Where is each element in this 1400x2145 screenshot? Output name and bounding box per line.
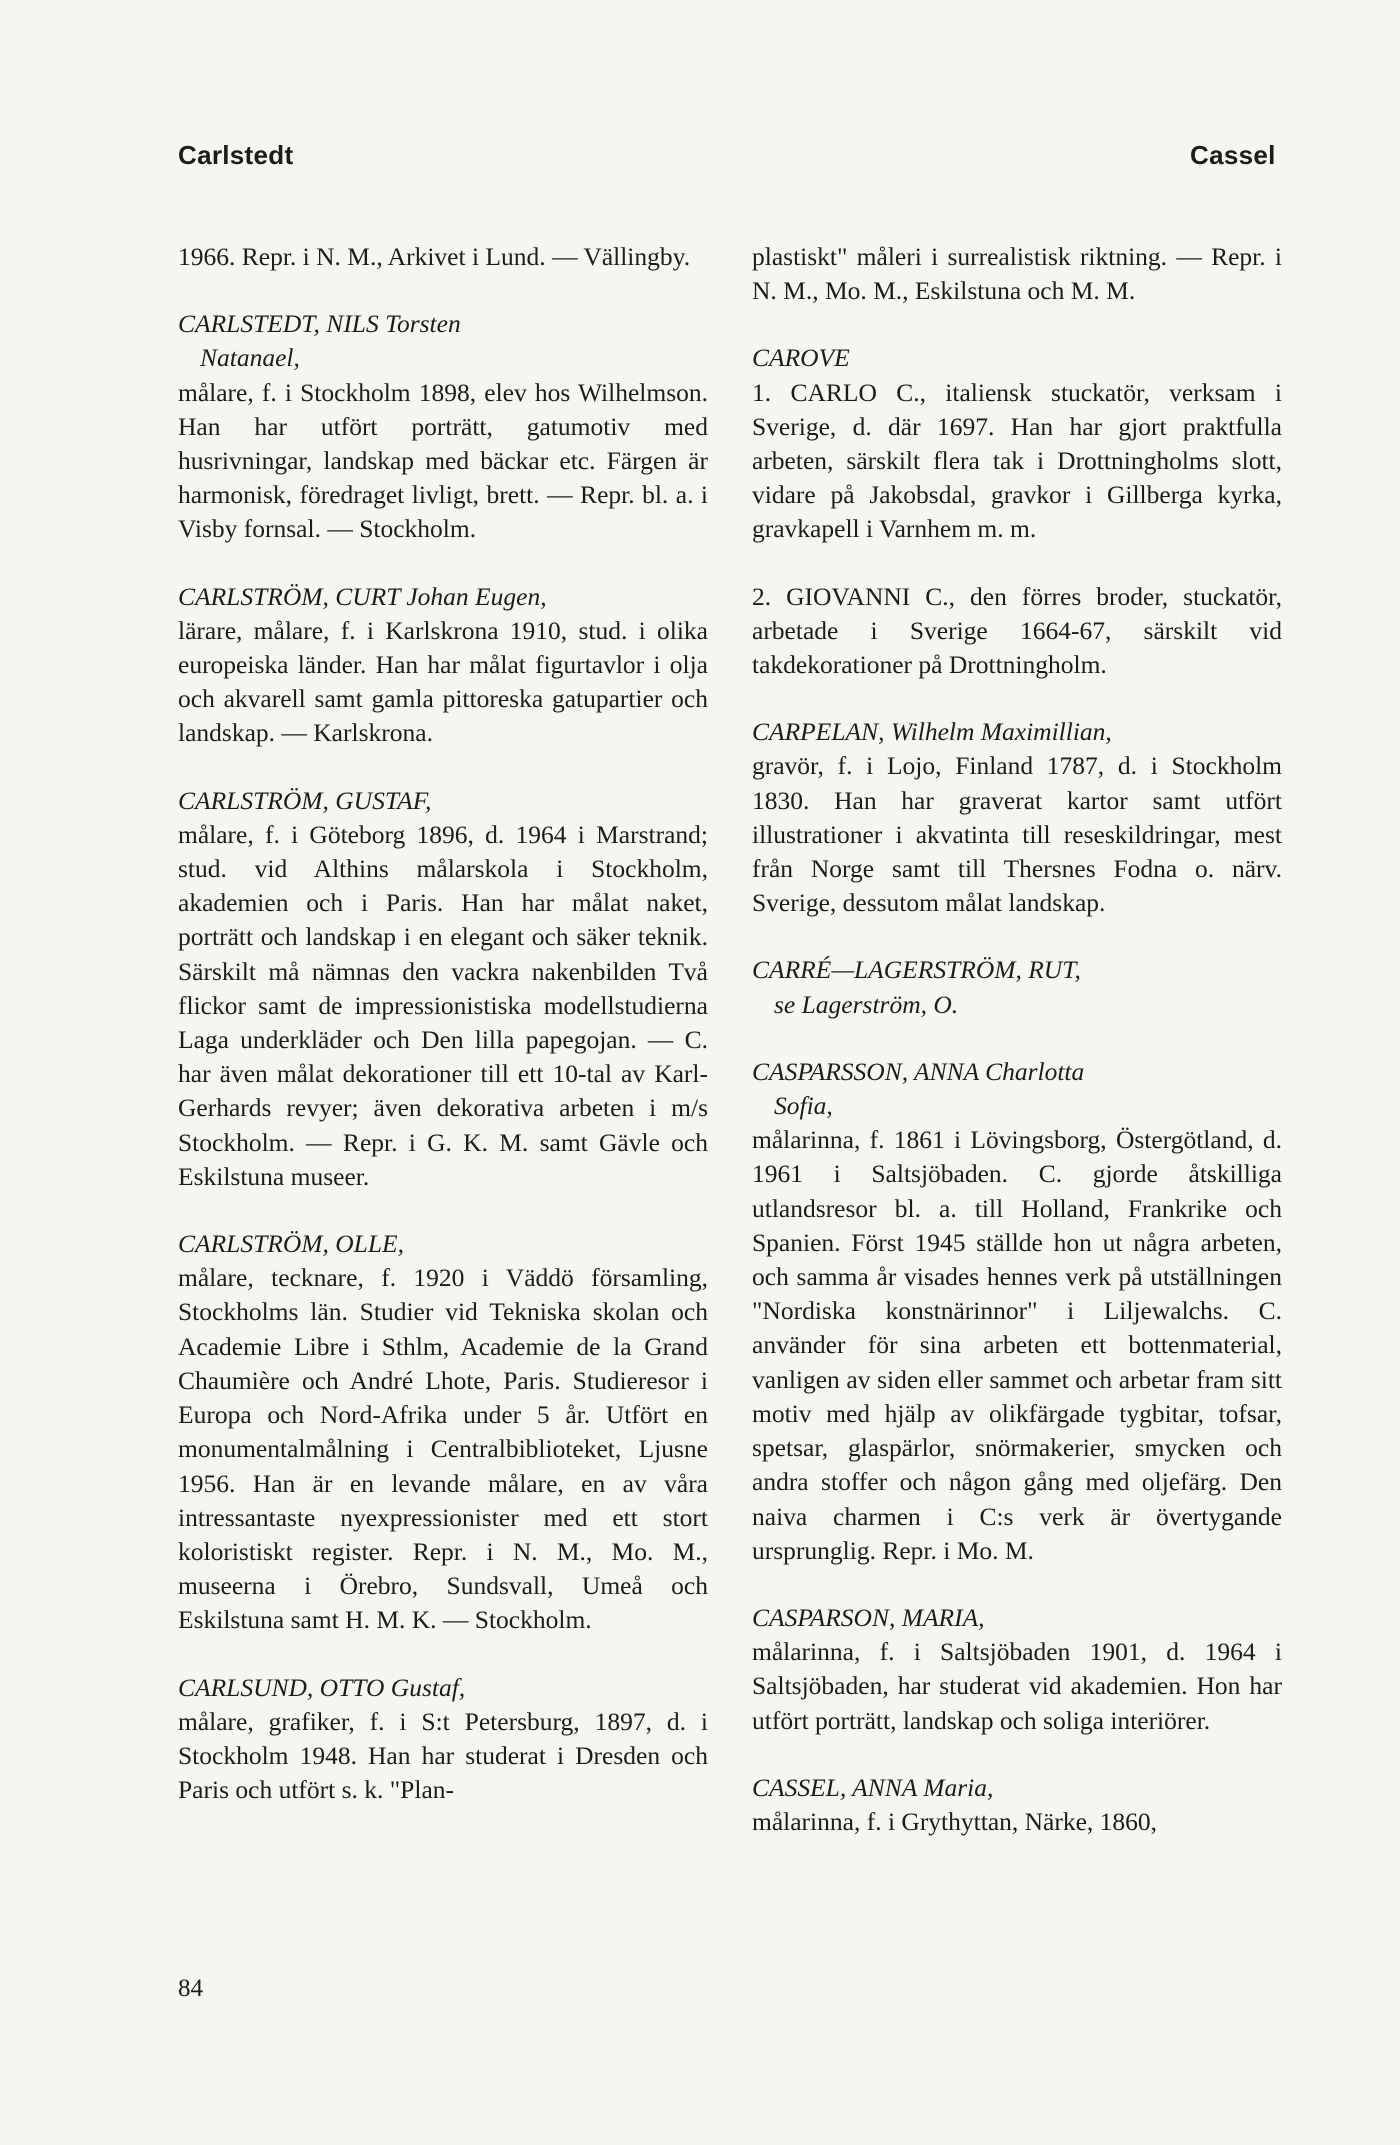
entry-name: CASPARSSON, ANNA Charlotta <box>752 1056 1085 1086</box>
entry <box>752 341 1282 546</box>
entry-text: 2. GIOVANNI C., den förres broder, stuckatör, arbetade i Sverige 1664-67, särskilt vid takdekorationer på Drottningholm. <box>752 581 1282 680</box>
entry <box>752 953 1282 1021</box>
entry-name: CARLSTRÖM, CURT Johan Eugen, <box>178 581 547 611</box>
entry-text: gravör, f. i Lojo, Finland 1787, d. i Stockholm 1830. Han har graverat kartor samt utfört illustrationer i akvatinta till reseskildringar, mest från Norge samt till Thersnes Fodna o. närv. Sverige, dessutom målat landskap. <box>752 751 1282 918</box>
entry <box>752 240 1282 308</box>
entry <box>752 1055 1282 1568</box>
entry <box>752 1771 1282 1839</box>
entry-text: lärare, målare, f. i Karlskrona 1910, stud. i olika europeiska länder. Han har målat figurtavlor i olja och akvarell samt gamla pittoreska gatupartier och landskap. — Karlskrona. <box>178 615 708 748</box>
entry <box>178 784 708 1194</box>
entry-text: 1. CARLO C., italiensk stuckatör, verksam i Sverige, d. där 1697. Han har gjort praktfulla arbeten, särskilt flera tak i Drottningholms slott, vidare på Jakobsdal, gravkor i Gillberga kyrka, gravkapell i Varnhem m. m. <box>752 377 1282 544</box>
entry-text: målarinna, f. i Grythyttan, Närke, 1860, <box>752 1806 1158 1836</box>
entry <box>752 580 1282 683</box>
entry-name-continuation: se Lagerström, O. <box>774 989 959 1019</box>
entry-name: CARLSTRÖM, OLLE, <box>178 1229 404 1259</box>
right-column <box>752 240 1282 1872</box>
entry-text: målare, f. i Göteborg 1896, d. 1964 i Marstrand; stud. vid Althins målarskola i Stockholm, akademien och i Paris. Han har målat naket, porträtt och landskap i en elegant och säker teknik. Särskilt må nämnas den vackra nakenbilden Två flickor samt de impressionistiska modellstudierna Laga underkläder och Den lilla papegojan. — C. har även målat dekorationer till ett 10-tal av Karl-Gerhards revyer; även dekorativa arbeten i m/s Stockholm. — Repr. i G. K. M. samt Gävle och Eskilstuna museer. <box>178 819 708 1191</box>
entry-name: CARLSTRÖM, GUSTAF, <box>178 785 432 815</box>
left-column <box>178 240 708 1840</box>
entry-text: målare, tecknare, f. 1920 i Väddö församling, Stockholms län. Studier vid Tekniska skolan och Academie Libre i Sthlm, Academie de la Grand Chaumière och André Lhote, Paris. Studieresor i Europa och Nord-Afrika under 5 år. Utfört en monumentalmålning i Centralbiblioteket, Ljusne 1956. Han är en levande målare, en av våra intressantaste nyexpressionister med ett stort koloristiskt register. Repr. i N. M., Mo. M., museerna i Örebro, Sundsvall, Umeå och Eskilstuna samt H. M. K. — Stockholm. <box>178 1263 708 1635</box>
running-head-right: Cassel <box>1190 140 1276 170</box>
running-head-left: Carlstedt <box>178 140 294 170</box>
entry <box>178 580 708 751</box>
entry <box>178 1227 708 1637</box>
entry <box>178 240 708 274</box>
entry <box>752 715 1282 920</box>
entry-name-continuation: Sofia, <box>774 1091 833 1121</box>
entry-text: målarinna, f. i Saltsjöbaden 1901, d. 1964 i Saltsjöbaden, har studerat vid akademien. Hon har utfört porträtt, landskap och soliga interiörer. <box>752 1637 1282 1735</box>
entry-text: målarinna, f. 1861 i Lövingsborg, Östergötland, d. 1961 i Saltsjöbaden. C. gjorde åtskilliga utlandsresor bl. a. till Holland, Frankrike och Spanien. Först 1945 ställde hon ut några arbeten, och samma år visades hennes verk på utställningen "Nordiska konstnärinnor" i Liljewalchs. C. använder för sina arbeten ett bottenmaterial, vanligen av siden eller sammet och arbetar fram sitt motiv med hjälp av olikfärgade tygbitar, tofsar, spetsar, glaspärlor, snörmakerier, smycken och andra stoffer och någon gång med oljefärg. Den naiva charmen i C:s verk är övertygande ursprunglig. Repr. i Mo. M. <box>752 1125 1282 1565</box>
entry-name-continuation: Natanael, <box>200 343 300 373</box>
entry-name: CAROVE <box>752 343 850 373</box>
entry-text: målare, f. i Stockholm 1898, elev hos Wilhelmson. Han har utfört porträtt, gatumotiv med husrivningar, landskap med bäckar etc. Färgen är harmonisk, föredraget livligt, brett. — Repr. bl. a. i Visby fornsal. — Stockholm. <box>178 377 708 544</box>
entry <box>178 307 708 546</box>
entry <box>178 1671 708 1808</box>
page-number: 84 <box>178 1975 203 2002</box>
entry-name: CASPARSON, MARIA, <box>752 1602 985 1632</box>
entry-name: CARPELAN, Wilhelm Maximillian, <box>752 717 1112 747</box>
entry-text: målare, grafiker, f. i S:t Petersburg, 1897, d. i Stockholm 1948. Han har studerat i Dresden och Paris och utfört s. k. "Plan- <box>178 1706 708 1805</box>
entry <box>752 1601 1282 1738</box>
entry-name: CARLSTEDT, NILS Torsten <box>178 309 461 339</box>
entry-text: 1966. Repr. i N. M., Arkivet i Lund. — Vällingby. <box>178 242 691 271</box>
entry-name: CARLSUND, OTTO Gustaf, <box>178 1672 466 1702</box>
entry-text: plastiskt" måleri i surrealistisk riktning. — Repr. i N. M., Mo. M., Eskilstuna och M. M. <box>752 242 1282 306</box>
entry-name: CASSEL, ANNA Maria, <box>752 1772 994 1802</box>
entry-name: CARRÉ—LAGERSTRÖM, RUT, <box>752 955 1081 985</box>
